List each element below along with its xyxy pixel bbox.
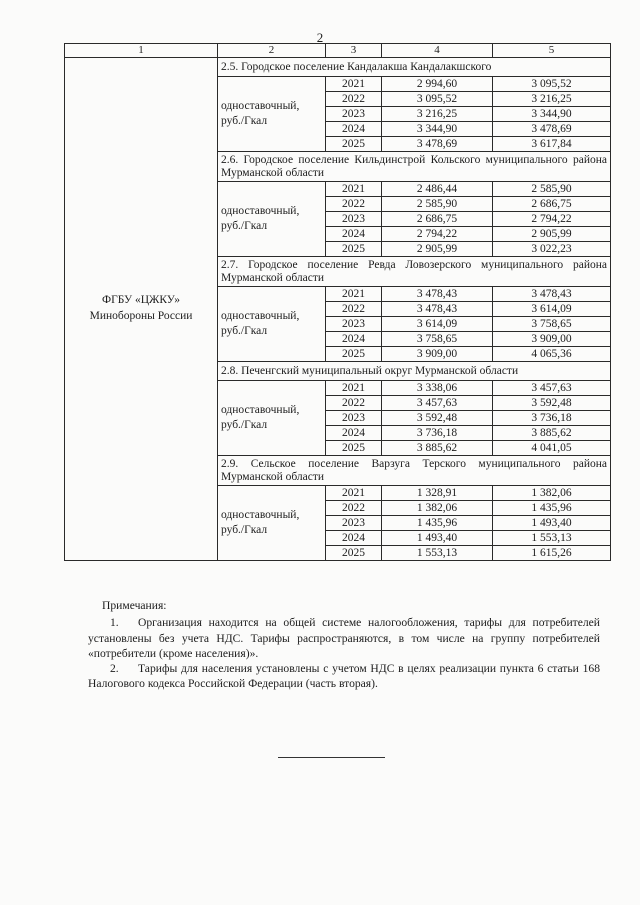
section-header-row: [65, 58, 611, 77]
unit-cell: одноставочный, руб./Гкал: [218, 381, 326, 456]
year-cell: 2025: [326, 347, 382, 362]
value-cell: 1 553,13: [382, 546, 493, 561]
value-cell: 3 478,43: [382, 302, 493, 317]
value-cell: 1 328,91: [382, 486, 493, 501]
value-cell: 3 885,62: [382, 441, 493, 456]
value-cell: 2 994,60: [382, 77, 493, 92]
value-cell: 1 382,06: [382, 501, 493, 516]
value-cell: 3 592,48: [493, 396, 611, 411]
value-cell: 3 478,43: [382, 287, 493, 302]
unit-cell: одноставочный, руб./Гкал: [218, 486, 326, 561]
year-cell: 2024: [326, 426, 382, 441]
header-row: [65, 44, 611, 58]
section-title: 2.6. Городское поселение Кильдинстрой Кольского муниципального района Мурманской области: [218, 152, 611, 182]
year-cell: 2024: [326, 227, 382, 242]
year-cell: 2025: [326, 137, 382, 152]
value-cell: 3 338,06: [382, 381, 493, 396]
section-title: 2.8. Печенгский муниципальный округ Мурманской области: [218, 362, 611, 381]
note-number: 1.: [110, 616, 119, 630]
unit-cell: одноставочный, руб./Гкал: [218, 182, 326, 257]
value-cell: 3 909,00: [382, 347, 493, 362]
year-cell: 2022: [326, 501, 382, 516]
section-title: 2.5. Городское поселение Кандалакша Кандалакшского: [218, 58, 611, 77]
value-cell: 2 794,22: [493, 212, 611, 227]
value-cell: 3 758,65: [382, 332, 493, 347]
value-cell: 1 435,96: [493, 501, 611, 516]
page-number: 2: [316, 30, 324, 45]
year-cell: 2022: [326, 197, 382, 212]
year-cell: 2022: [326, 302, 382, 317]
year-cell: 2021: [326, 381, 382, 396]
year-cell: 2021: [326, 77, 382, 92]
value-cell: 3 478,69: [493, 122, 611, 137]
value-cell: 3 909,00: [493, 332, 611, 347]
value-cell: 2 686,75: [493, 197, 611, 212]
unit-cell: одноставочный, руб./Гкал: [218, 77, 326, 152]
value-cell: 3 457,63: [382, 396, 493, 411]
header-cell: 1: [65, 44, 218, 58]
value-cell: 3 614,09: [382, 317, 493, 332]
value-cell: 3 617,84: [493, 137, 611, 152]
value-cell: 3 457,63: [493, 381, 611, 396]
value-cell: 2 905,99: [493, 227, 611, 242]
value-cell: 3 758,65: [493, 317, 611, 332]
value-cell: 2 905,99: [382, 242, 493, 257]
unit-cell: одноставочный, руб./Гкал: [218, 287, 326, 362]
year-cell: 2022: [326, 396, 382, 411]
header-cell: 2: [218, 44, 326, 58]
value-cell: 3 022,23: [493, 242, 611, 257]
value-cell: 1 493,40: [382, 531, 493, 546]
note-item: [88, 661, 600, 692]
value-cell: 3 095,52: [382, 92, 493, 107]
value-cell: 3 736,18: [493, 411, 611, 426]
value-cell: 3 885,62: [493, 426, 611, 441]
value-cell: 4 041,05: [493, 441, 611, 456]
section-title: 2.7. Городское поселение Ревда Ловозерского муниципального района Мурманской области: [218, 257, 611, 287]
signature-line: [278, 757, 385, 758]
value-cell: 2 585,90: [493, 182, 611, 197]
value-cell: 4 065,36: [493, 347, 611, 362]
value-cell: 3 216,25: [382, 107, 493, 122]
year-cell: 2022: [326, 92, 382, 107]
value-cell: 1 493,40: [493, 516, 611, 531]
value-cell: 1 615,26: [493, 546, 611, 561]
value-cell: 3 095,52: [493, 77, 611, 92]
value-cell: 2 794,22: [382, 227, 493, 242]
value-cell: 3 614,09: [493, 302, 611, 317]
year-cell: 2025: [326, 242, 382, 257]
header-cell: 4: [382, 44, 493, 58]
year-cell: 2021: [326, 287, 382, 302]
value-cell: 1 553,13: [493, 531, 611, 546]
year-cell: 2024: [326, 332, 382, 347]
value-cell: 1 435,96: [382, 516, 493, 531]
year-cell: 2023: [326, 107, 382, 122]
value-cell: 2 686,75: [382, 212, 493, 227]
organization-cell: ФГБУ «ЦЖКУ» Минобороны России: [65, 58, 218, 561]
value-cell: 3 478,43: [493, 287, 611, 302]
year-cell: 2023: [326, 516, 382, 531]
value-cell: 3 344,90: [493, 107, 611, 122]
value-cell: 3 344,90: [382, 122, 493, 137]
year-cell: 2023: [326, 212, 382, 227]
note-text: Тарифы для населения установлены с учетом НДС в целях реализации пункта 6 статьи 168 Налогового кодекса Российской Федерации (часть вторая).: [88, 662, 600, 691]
year-cell: 2023: [326, 317, 382, 332]
header-cell: 5: [493, 44, 611, 58]
notes-title: Примечания:: [102, 599, 167, 612]
note-item: [88, 615, 600, 661]
year-cell: 2024: [326, 531, 382, 546]
year-cell: 2024: [326, 122, 382, 137]
note-number: 2.: [110, 662, 119, 676]
year-cell: 2025: [326, 546, 382, 561]
value-cell: 2 585,90: [382, 197, 493, 212]
value-cell: 3 592,48: [382, 411, 493, 426]
year-cell: 2023: [326, 411, 382, 426]
value-cell: 3 478,69: [382, 137, 493, 152]
note-text: Организация находится на общей системе налогообложения, тарифы для потребителей установлены без учета НДС. Тарифы распространяются, в том числе на группу потребителей «потребители (кроме населения)».: [88, 616, 600, 660]
header-cell: 3: [326, 44, 382, 58]
value-cell: 2 486,44: [382, 182, 493, 197]
notes: [88, 598, 600, 692]
year-cell: 2021: [326, 182, 382, 197]
value-cell: 1 382,06: [493, 486, 611, 501]
year-cell: 2025: [326, 441, 382, 456]
year-cell: 2021: [326, 486, 382, 501]
value-cell: 3 736,18: [382, 426, 493, 441]
tariff-table: [64, 43, 611, 561]
section-title: 2.9. Сельское поселение Варзуга Терского муниципального района Мурманской области: [218, 456, 611, 486]
value-cell: 3 216,25: [493, 92, 611, 107]
